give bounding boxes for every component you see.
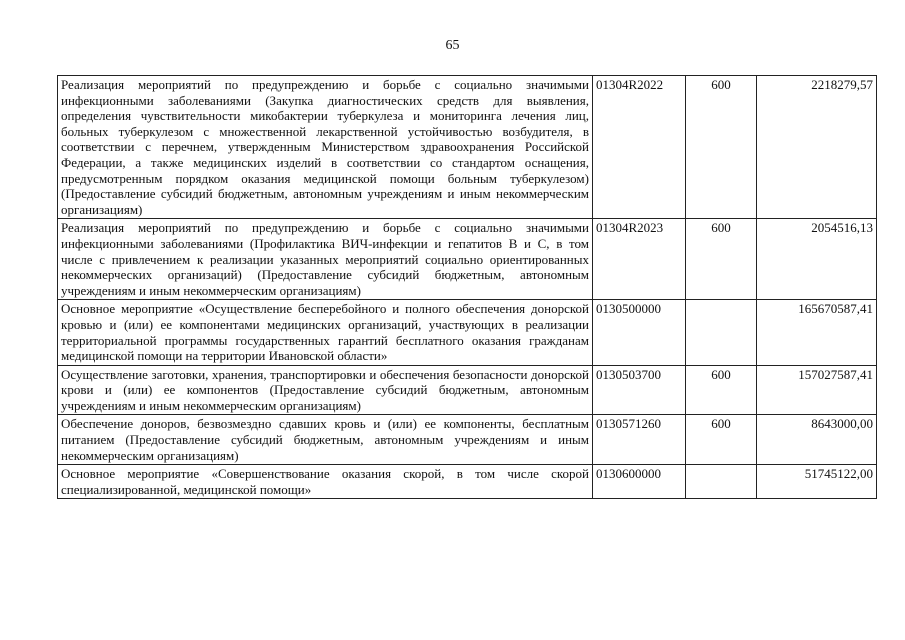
table-row xyxy=(58,415,877,465)
target-article-code-cell: 0130600000 xyxy=(593,465,686,499)
target-article-code-cell: 0130500000 xyxy=(593,300,686,365)
expense-name-cell: Реализация мероприятий по предупреждению и борьбе с социально значимыми инфекционными заболеваниями (Закупка диагностических средств для выявления, определения чувствительности микобактерии туберкулеза и мониторинга лечения лиц, больных туберкулезом с множественной лекарственной устойчивостью возбудителя, в соответствии с перечнем, утвержденным Министерством здравоохранения Российской Федерации, а также медицинских изделий в соответствии со стандартом оснащения, предусмотренным порядком оказания медицинской помощи больным туберкулезом) (Предоставление субсидий бюджетным, автономным учреждениям и иным некоммерческим организациям) xyxy=(58,76,593,219)
expense-type-cell: 600 xyxy=(686,219,757,300)
sum-cell: 2054516,13 xyxy=(757,219,877,300)
expense-type-cell: 600 xyxy=(686,415,757,465)
budget-table xyxy=(57,75,877,499)
table-row xyxy=(58,219,877,300)
expense-name-cell: Обеспечение доноров, безвозмездно сдавших кровь и (или) ее компоненты, бесплатным питанием (Предоставление субсидий бюджетным, автономным учреждениям и иным некоммерческим организациям) xyxy=(58,415,593,465)
expense-type-cell xyxy=(686,300,757,365)
expense-name-cell: Осуществление заготовки, хранения, транспортировки и обеспечения безопасности донорской крови и (или) ее компонентов (Предоставление субсидий бюджетным, автономным учреждениям и иным некоммерческим организациям) xyxy=(58,365,593,415)
expense-name-cell: Реализация мероприятий по предупреждению и борьбе с социально значимыми инфекционными заболеваниями (Профилактика ВИЧ-инфекции и гепатитов В и С, в том числе с привлечением к реализации указанных мероприятий социально ориентированных некоммерческих организаций) (Предоставление субсидий бюджетным, автономным учреждениям и иным некоммерческим организациям) xyxy=(58,219,593,300)
target-article-code-cell: 0130571260 xyxy=(593,415,686,465)
target-article-code-cell: 0130503700 xyxy=(593,365,686,415)
sum-cell: 8643000,00 xyxy=(757,415,877,465)
table-row xyxy=(58,465,877,499)
expense-name-cell: Основное мероприятие «Осуществление бесперебойного и полного обеспечения донорской кровью и (или) ее компонентами медицинских организаций, участвующих в реализации территориальной программы государственных гарантий бесплатного оказания гражданам медицинской помощи на территории Ивановской области» xyxy=(58,300,593,365)
target-article-code-cell: 01304R2022 xyxy=(593,76,686,219)
sum-cell: 2218279,57 xyxy=(757,76,877,219)
sum-cell: 165670587,41 xyxy=(757,300,877,365)
expense-type-cell: 600 xyxy=(686,76,757,219)
page-number: 65 xyxy=(445,38,460,53)
expense-type-cell: 600 xyxy=(686,365,757,415)
target-article-code-cell: 01304R2023 xyxy=(593,219,686,300)
table-row xyxy=(58,76,877,219)
sum-cell: 51745122,00 xyxy=(757,465,877,499)
table-row xyxy=(58,365,877,415)
expense-name-cell: Основное мероприятие «Совершенствование оказания скорой, в том числе скорой специализированной, медицинской помощи» xyxy=(58,465,593,499)
expense-type-cell xyxy=(686,465,757,499)
table-row xyxy=(58,300,877,365)
sum-cell: 157027587,41 xyxy=(757,365,877,415)
